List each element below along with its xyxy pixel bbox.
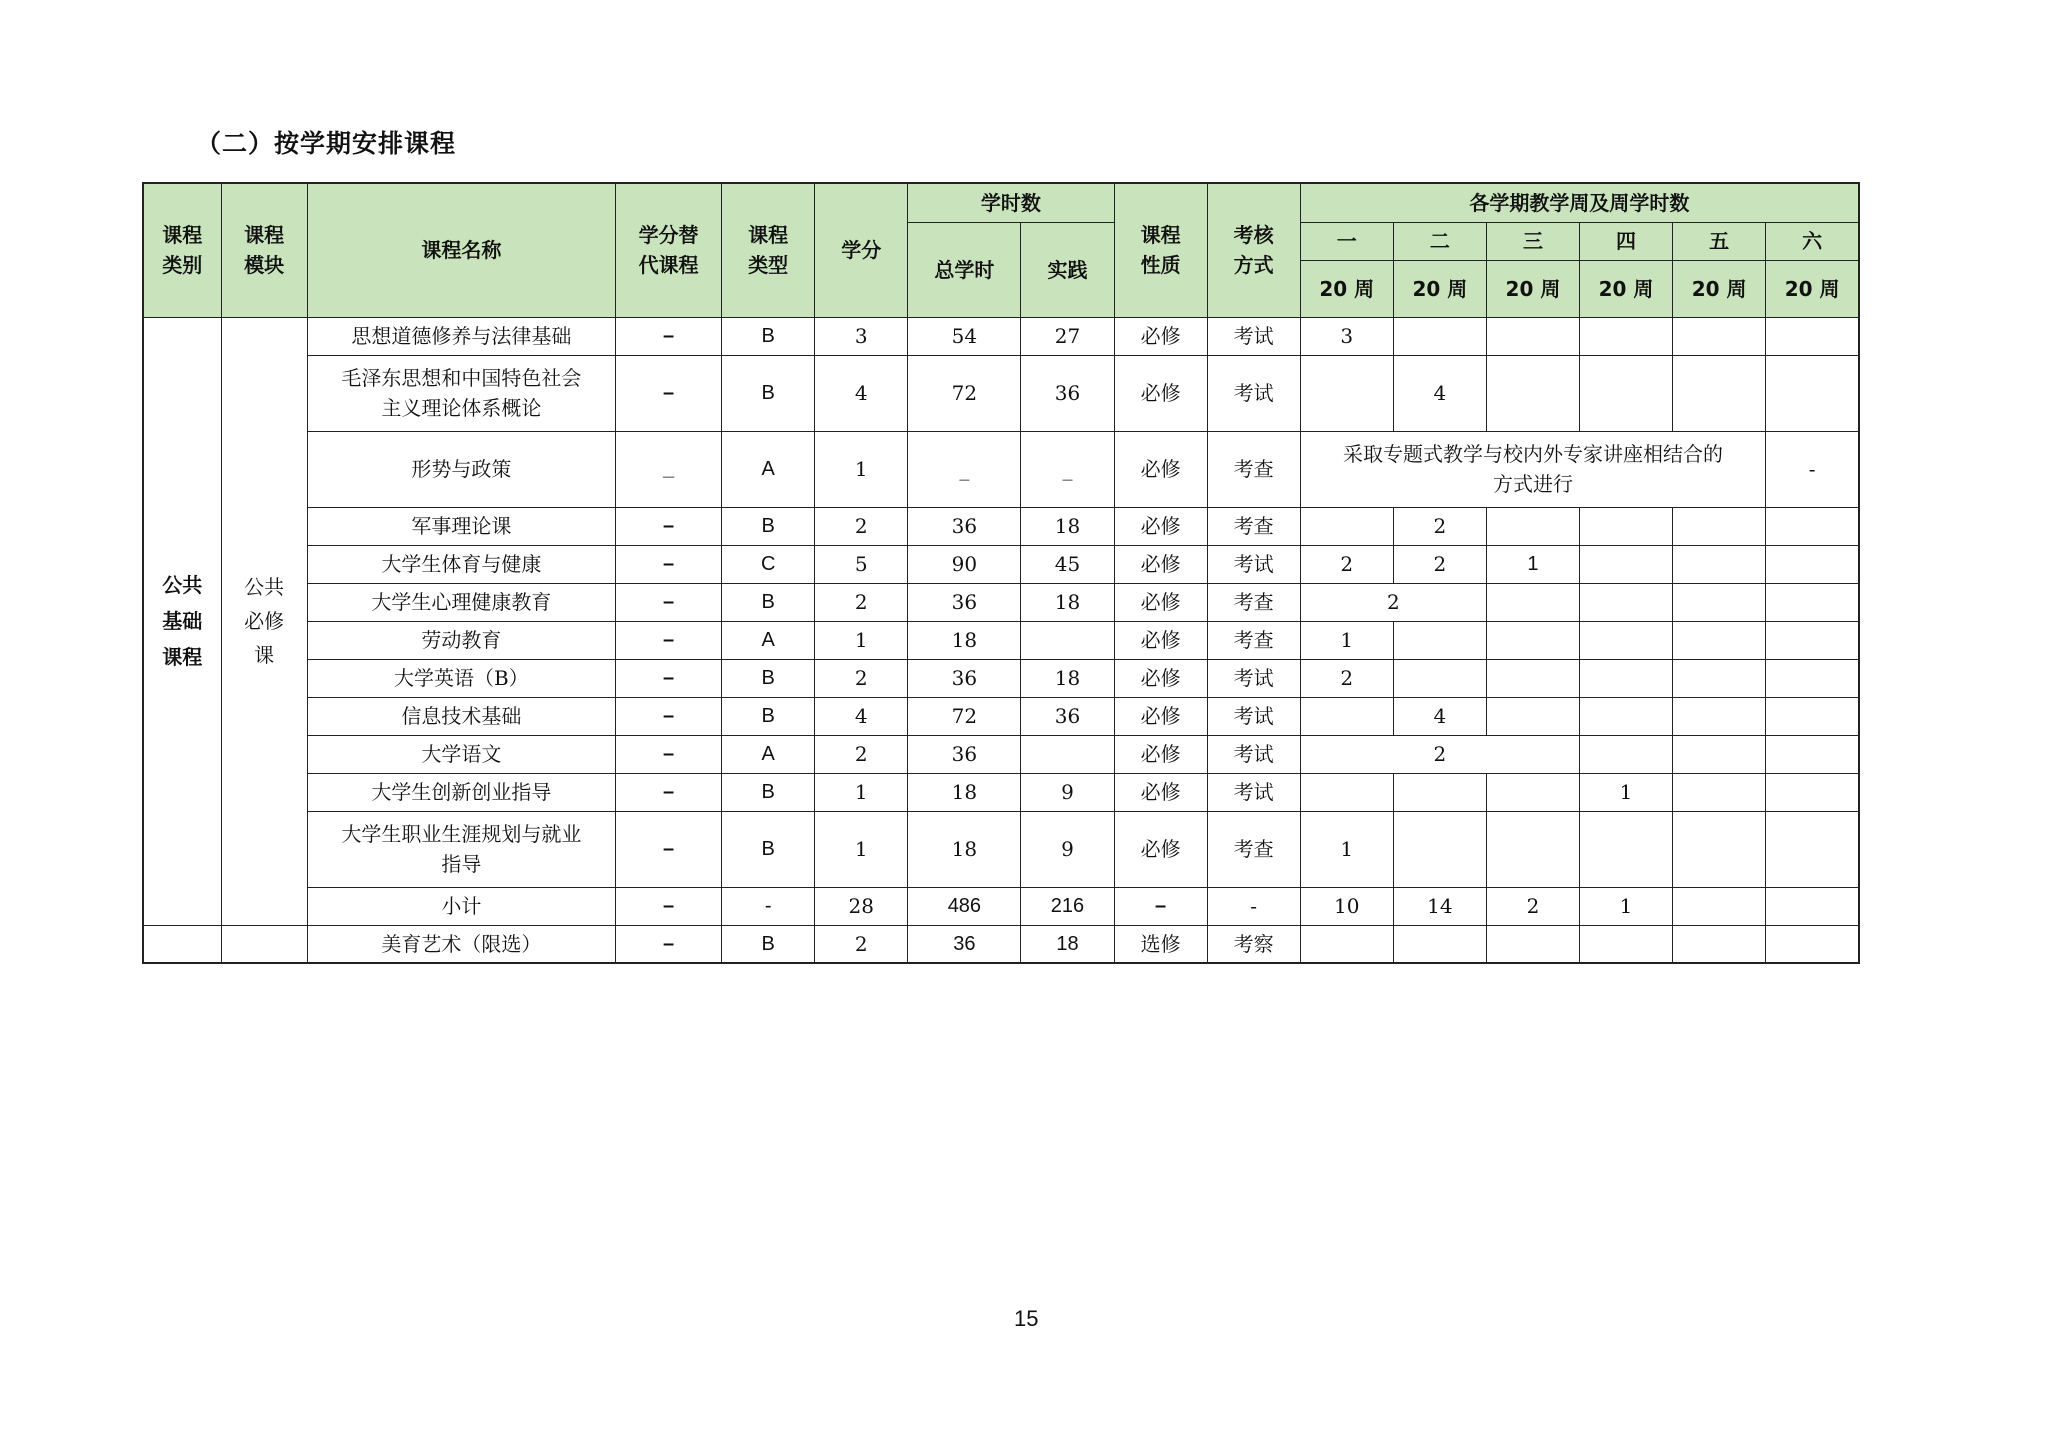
semester-2-cell (1393, 925, 1486, 963)
practice-cell: 9 (1021, 811, 1114, 887)
table-row (143, 925, 1859, 963)
semester-5-cell (1673, 507, 1766, 545)
table-row (143, 659, 1859, 697)
semester-3-cell: 1 (1486, 545, 1579, 583)
semester-2-cell: 2 (1393, 545, 1486, 583)
semester-1-cell (1300, 925, 1393, 963)
substitute-cell: – (616, 507, 722, 545)
total-hours-cell: 54 (908, 317, 1021, 355)
table-row (143, 355, 1859, 431)
credit-cell: 2 (815, 659, 908, 697)
practice-cell: 27 (1021, 317, 1114, 355)
semester-2-cell: 4 (1393, 697, 1486, 735)
practice-cell: 18 (1021, 583, 1114, 621)
nature-cell: 必修 (1114, 317, 1207, 355)
assessment-cell: 考查 (1207, 583, 1300, 621)
course-type-cell: A (722, 621, 815, 659)
semester-5-cell (1673, 887, 1766, 925)
semester-4-cell (1580, 545, 1673, 583)
semester-6-cell (1766, 735, 1859, 773)
header-weeks-6: 20 周 (1766, 260, 1859, 317)
header-weeks-2: 20 周 (1393, 260, 1486, 317)
credit-cell: 4 (815, 697, 908, 735)
course-name-cell: 毛泽东思想和中国特色社会 主义理论体系概论 (307, 355, 615, 431)
semester-4-cell (1580, 735, 1673, 773)
substitute-cell: – (616, 317, 722, 355)
credit-cell: 4 (815, 355, 908, 431)
course-type-cell: A (722, 431, 815, 507)
credit-cell: 2 (815, 735, 908, 773)
semester-6-cell (1766, 811, 1859, 887)
assessment-cell: 考试 (1207, 317, 1300, 355)
substitute-cell: – (616, 925, 722, 963)
total-hours-cell: 36 (908, 925, 1021, 963)
header-assessment: 考核 方式 (1207, 183, 1300, 317)
semester-1-cell: 10 (1300, 887, 1393, 925)
total-hours-cell: 18 (908, 773, 1021, 811)
substitute-cell: – (616, 697, 722, 735)
semester-5-cell (1673, 773, 1766, 811)
substitute-cell: – (616, 355, 722, 431)
table-row (143, 773, 1859, 811)
total-hours-cell: _ (908, 431, 1021, 507)
substitute-cell: _ (616, 431, 722, 507)
total-hours-cell: 36 (908, 659, 1021, 697)
course-type-cell: A (722, 735, 815, 773)
header-semester-2: 二 (1393, 222, 1486, 260)
semester-6-cell (1766, 773, 1859, 811)
semester-1-cell: 2 (1300, 545, 1393, 583)
course-type-cell: B (722, 659, 815, 697)
nature-cell: 必修 (1114, 811, 1207, 887)
semester-4-cell (1580, 659, 1673, 697)
substitute-cell: – (616, 887, 722, 925)
semester-6-cell (1766, 355, 1859, 431)
semester-2-cell: 2 (1393, 507, 1486, 545)
semester-1-cell: 3 (1300, 317, 1393, 355)
substitute-cell: – (616, 659, 722, 697)
semester-6-cell (1766, 583, 1859, 621)
header-weeks-4: 20 周 (1580, 260, 1673, 317)
semester-2-cell (1393, 317, 1486, 355)
header-category: 课程 类别 (143, 183, 221, 317)
substitute-cell: – (616, 545, 722, 583)
course-name-cell: 大学生职业生涯规划与就业 指导 (307, 811, 615, 887)
course-name-cell: 大学生体育与健康 (307, 545, 615, 583)
assessment-cell: 考试 (1207, 355, 1300, 431)
table-row (143, 431, 1859, 507)
semester-2-cell (1393, 773, 1486, 811)
course-type-cell: C (722, 545, 815, 583)
course-name-cell: 大学语文 (307, 735, 615, 773)
header-semester-5: 五 (1673, 222, 1766, 260)
semester-3-cell (1486, 811, 1579, 887)
total-hours-cell: 486 (908, 887, 1021, 925)
course-name-cell: 形势与政策 (307, 431, 615, 507)
nature-cell: 必修 (1114, 773, 1207, 811)
practice-cell: 36 (1021, 355, 1114, 431)
semester-5-cell (1673, 583, 1766, 621)
semester-4-cell (1580, 317, 1673, 355)
semester-5-cell (1673, 545, 1766, 583)
total-hours-cell: 36 (908, 735, 1021, 773)
semester-6-cell (1766, 697, 1859, 735)
semester-5-cell (1673, 735, 1766, 773)
practice-cell: 216 (1021, 887, 1114, 925)
semester-3-cell (1486, 925, 1579, 963)
course-name-cell: 军事理论课 (307, 507, 615, 545)
nature-cell: 必修 (1114, 621, 1207, 659)
practice-cell: 36 (1021, 697, 1114, 735)
course-type-cell: B (722, 355, 815, 431)
credit-cell: 28 (815, 887, 908, 925)
practice-cell: 18 (1021, 925, 1114, 963)
semester-4-cell (1580, 811, 1673, 887)
header-semester-3: 三 (1486, 222, 1579, 260)
course-name-cell: 大学英语（B） (307, 659, 615, 697)
header-module: 课程 模块 (221, 183, 307, 317)
nature-cell: 必修 (1114, 355, 1207, 431)
semester-6-cell (1766, 545, 1859, 583)
course-name-cell: 大学生心理健康教育 (307, 583, 615, 621)
course-module-cell: 公共 必修 课 (221, 317, 307, 925)
course-type-cell: B (722, 317, 815, 355)
header-semesters-group: 各学期教学周及周学时数 (1300, 183, 1859, 222)
total-hours-cell: 72 (908, 355, 1021, 431)
credit-cell: 5 (815, 545, 908, 583)
semester-1-3-cell: 2 (1300, 735, 1579, 773)
semester-4-cell: 1 (1580, 773, 1673, 811)
semester-2-cell: 14 (1393, 887, 1486, 925)
semester-1-cell: 2 (1300, 659, 1393, 697)
section-heading: （二）按学期安排课程 (196, 129, 457, 158)
table-body (143, 317, 1859, 963)
credit-cell: 1 (815, 621, 908, 659)
course-name-cell: 小计 (307, 887, 615, 925)
semester-2-cell (1393, 811, 1486, 887)
header-weeks-5: 20 周 (1673, 260, 1766, 317)
assessment-cell: 考查 (1207, 507, 1300, 545)
practice-cell: 45 (1021, 545, 1114, 583)
semester-5-cell (1673, 317, 1766, 355)
semester-4-cell (1580, 925, 1673, 963)
course-type-cell: - (722, 887, 815, 925)
semester-1-cell (1300, 697, 1393, 735)
assessment-cell: 考试 (1207, 659, 1300, 697)
semester-6-cell: - (1766, 431, 1859, 507)
practice-cell (1021, 621, 1114, 659)
nature-cell: 必修 (1114, 735, 1207, 773)
semester-2-cell (1393, 659, 1486, 697)
semester-5-cell (1673, 355, 1766, 431)
course-type-cell: B (722, 583, 815, 621)
assessment-cell: 考试 (1207, 545, 1300, 583)
semester-6-cell (1766, 925, 1859, 963)
nature-cell: 选修 (1114, 925, 1207, 963)
table-row (143, 811, 1859, 887)
total-hours-cell: 36 (908, 583, 1021, 621)
nature-cell: 必修 (1114, 545, 1207, 583)
credit-cell: 2 (815, 507, 908, 545)
course-name-cell: 信息技术基础 (307, 697, 615, 735)
semester-1-cell (1300, 355, 1393, 431)
semester-6-cell (1766, 621, 1859, 659)
table-row (143, 887, 1859, 925)
substitute-cell: – (616, 811, 722, 887)
semester-3-cell (1486, 697, 1579, 735)
course-name-cell: 大学生创新创业指导 (307, 773, 615, 811)
course-type-cell: B (722, 507, 815, 545)
semester-6-cell (1766, 317, 1859, 355)
nature-cell: – (1114, 887, 1207, 925)
credit-cell: 3 (815, 317, 908, 355)
assessment-cell: 考试 (1207, 773, 1300, 811)
total-hours-cell: 18 (908, 811, 1021, 887)
total-hours-cell: 72 (908, 697, 1021, 735)
header-substitute: 学分替 代课程 (616, 183, 722, 317)
total-hours-cell: 90 (908, 545, 1021, 583)
semester-4-cell (1580, 583, 1673, 621)
semester-2-cell (1393, 621, 1486, 659)
header-course-name: 课程名称 (307, 183, 615, 317)
table-row (143, 735, 1859, 773)
assessment-cell: 考试 (1207, 735, 1300, 773)
header-nature: 课程 性质 (1114, 183, 1207, 317)
course-category-cell: 公共 基础 课程 (143, 317, 221, 925)
header-hours-group: 学时数 (908, 183, 1114, 222)
semester-3-cell (1486, 317, 1579, 355)
substitute-cell: – (616, 583, 722, 621)
course-category-cell (143, 925, 221, 963)
semester-5-cell (1673, 811, 1766, 887)
semester-1-cell: 1 (1300, 811, 1393, 887)
credit-cell: 1 (815, 811, 908, 887)
course-module-cell (221, 925, 307, 963)
credit-cell: 1 (815, 431, 908, 507)
semester-4-cell: 1 (1580, 887, 1673, 925)
practice-cell (1021, 735, 1114, 773)
credit-cell: 2 (815, 583, 908, 621)
nature-cell: 必修 (1114, 697, 1207, 735)
practice-cell: 9 (1021, 773, 1114, 811)
assessment-cell: 考察 (1207, 925, 1300, 963)
assessment-cell: 考查 (1207, 811, 1300, 887)
header-weeks-3: 20 周 (1486, 260, 1579, 317)
nature-cell: 必修 (1114, 431, 1207, 507)
practice-cell: _ (1021, 431, 1114, 507)
semester-1-cell (1300, 507, 1393, 545)
semester-3-cell (1486, 773, 1579, 811)
nature-cell: 必修 (1114, 583, 1207, 621)
semester-5-cell (1673, 659, 1766, 697)
semester-4-cell (1580, 697, 1673, 735)
nature-cell: 必修 (1114, 659, 1207, 697)
header-semester-1: 一 (1300, 222, 1393, 260)
table-row (143, 317, 1859, 355)
semester-5-cell (1673, 621, 1766, 659)
semester-3-cell (1486, 583, 1579, 621)
substitute-cell: – (616, 773, 722, 811)
page-number: 15 (1014, 1306, 1039, 1331)
course-schedule-table (142, 182, 1860, 964)
course-name-cell: 美育艺术（限选） (307, 925, 615, 963)
table-row (143, 697, 1859, 735)
header-credit: 学分 (815, 183, 908, 317)
semester-1-cell: 1 (1300, 621, 1393, 659)
semester-5-cell (1673, 697, 1766, 735)
semester-4-cell (1580, 621, 1673, 659)
course-type-cell: B (722, 773, 815, 811)
semester-6-cell (1766, 659, 1859, 697)
semester-3-cell: 2 (1486, 887, 1579, 925)
course-type-cell: B (722, 697, 815, 735)
semester-1-cell (1300, 773, 1393, 811)
course-name-cell: 思想道德修养与法律基础 (307, 317, 615, 355)
substitute-cell: – (616, 735, 722, 773)
table-row (143, 583, 1859, 621)
assessment-cell: - (1207, 887, 1300, 925)
semester-4-cell (1580, 355, 1673, 431)
header-semester-4: 四 (1580, 222, 1673, 260)
credit-cell: 2 (815, 925, 908, 963)
practice-cell: 18 (1021, 507, 1114, 545)
course-type-cell: B (722, 811, 815, 887)
semester-3-cell (1486, 355, 1579, 431)
credit-cell: 1 (815, 773, 908, 811)
semester-3-cell (1486, 507, 1579, 545)
course-type-cell: B (722, 925, 815, 963)
assessment-cell: 考查 (1207, 621, 1300, 659)
header-semester-6: 六 (1766, 222, 1859, 260)
semester-6-cell (1766, 887, 1859, 925)
semester-4-cell (1580, 507, 1673, 545)
assessment-cell: 考查 (1207, 431, 1300, 507)
header-course-type: 课程 类型 (722, 183, 815, 317)
nature-cell: 必修 (1114, 507, 1207, 545)
header-weeks-1: 20 周 (1300, 260, 1393, 317)
semester-3-cell (1486, 659, 1579, 697)
course-name-cell: 劳动教育 (307, 621, 615, 659)
semester-5-cell (1673, 925, 1766, 963)
semester-3-cell (1486, 621, 1579, 659)
table-row (143, 507, 1859, 545)
table-row (143, 621, 1859, 659)
table-row (143, 545, 1859, 583)
header-practice: 实践 (1021, 222, 1114, 317)
semester-note-cell: 采取专题式教学与校内外专家讲座相结合的 方式进行 (1300, 431, 1765, 507)
total-hours-cell: 36 (908, 507, 1021, 545)
total-hours-cell: 18 (908, 621, 1021, 659)
assessment-cell: 考试 (1207, 697, 1300, 735)
header-total-hours: 总学时 (908, 222, 1021, 317)
semester-2-cell: 4 (1393, 355, 1486, 431)
substitute-cell: – (616, 621, 722, 659)
semester-6-cell (1766, 507, 1859, 545)
semester-1-2-cell: 2 (1300, 583, 1486, 621)
practice-cell: 18 (1021, 659, 1114, 697)
